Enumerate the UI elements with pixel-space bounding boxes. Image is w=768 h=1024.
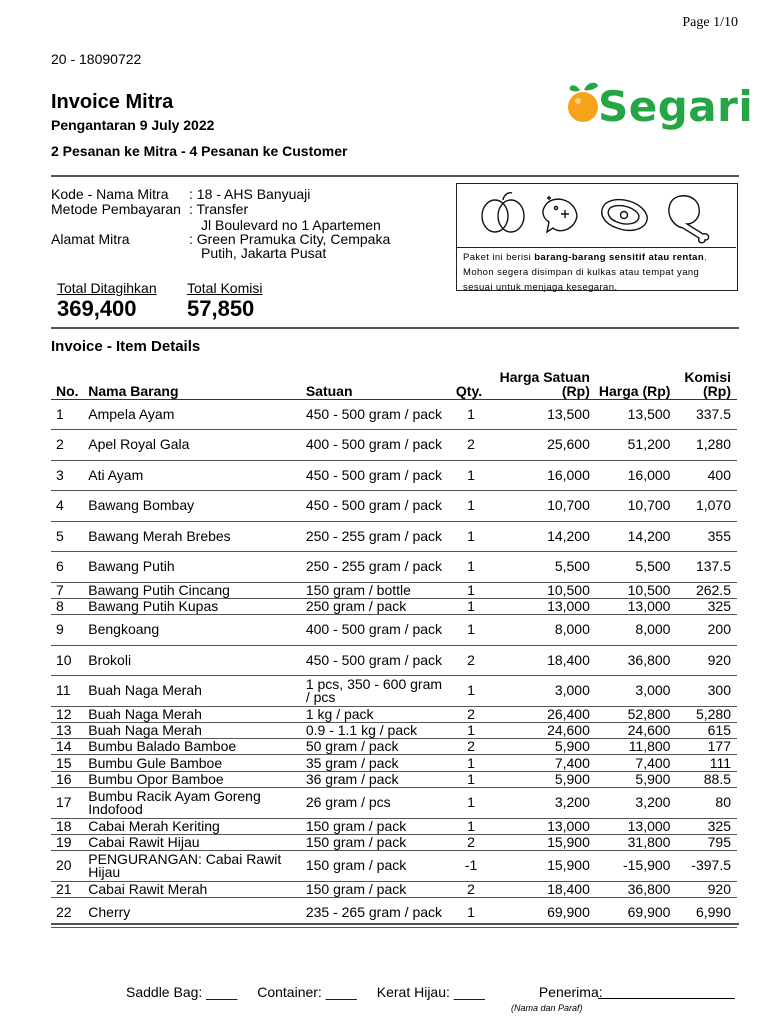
item-qty: 1 <box>447 521 491 552</box>
info-key: Alamat Mitra <box>51 231 130 247</box>
item-price: 10,500 <box>590 582 671 598</box>
item-name: PENGURANGAN: Cabai Rawit Hijau <box>88 851 306 882</box>
item-commission: 6,990 <box>670 897 737 928</box>
table-row <box>51 521 737 552</box>
table-row <box>51 771 737 787</box>
item-unit: 450 - 500 gram / pack <box>306 399 447 430</box>
sensitive-goods-notice <box>456 183 738 291</box>
row-no: 11 <box>51 676 88 707</box>
item-name: Apel Royal Gala <box>88 430 306 461</box>
row-no: 18 <box>51 818 88 834</box>
item-commission: 88.5 <box>670 771 737 787</box>
saddle-bag-field: Saddle Bag: ____ <box>126 984 238 1000</box>
table-row <box>51 788 737 819</box>
row-no: 1 <box>51 399 88 430</box>
segari-logo <box>566 80 754 140</box>
item-unit: 400 - 500 gram / pack <box>306 430 447 461</box>
item-qty: 2 <box>447 430 491 461</box>
row-no: 9 <box>51 615 88 646</box>
table-row <box>51 399 737 430</box>
total-commission-label: Total Komisi <box>187 280 263 296</box>
item-unit: 150 gram / pack <box>306 851 447 882</box>
item-price: 69,900 <box>590 897 671 928</box>
item-unit: 450 - 500 gram / pack <box>306 460 447 491</box>
item-unit: 36 gram / pack <box>306 771 447 787</box>
logo-text: Segari <box>598 82 754 131</box>
item-commission: 400 <box>670 460 737 491</box>
item-unit: 150 gram / pack <box>306 834 447 850</box>
item-price: 31,800 <box>590 834 671 850</box>
item-commission: 337.5 <box>670 399 737 430</box>
item-commission: 200 <box>670 615 737 646</box>
page-number: Page 1/10 <box>682 15 738 30</box>
item-price: 3,000 <box>590 676 671 707</box>
col-unit: Satuan <box>306 369 447 399</box>
signature-line <box>598 998 735 999</box>
item-price: 13,000 <box>590 818 671 834</box>
row-no: 21 <box>51 881 88 897</box>
item-name: Cabai Rawit Merah <box>88 881 306 897</box>
address-line-3 <box>51 245 327 261</box>
item-name: Bawang Putih Cincang <box>88 582 306 598</box>
row-no: 2 <box>51 430 88 461</box>
item-commission: 920 <box>670 645 737 676</box>
item-unit-price: 18,400 <box>491 881 590 897</box>
table-row <box>51 834 737 850</box>
item-price: 8,000 <box>590 615 671 646</box>
item-price: 36,800 <box>590 645 671 676</box>
fruit-icon <box>482 193 524 232</box>
item-unit-price: 8,000 <box>491 615 590 646</box>
divider <box>51 175 739 177</box>
item-unit: 450 - 500 gram / pack <box>306 491 447 522</box>
item-qty: 1 <box>447 788 491 819</box>
item-name: Bumbu Racik Ayam Goreng Indofood <box>88 788 306 819</box>
table-header-row <box>51 369 737 399</box>
item-commission: 615 <box>670 722 737 738</box>
item-name: Cherry <box>88 897 306 928</box>
divider <box>51 923 739 925</box>
item-unit: 150 gram / pack <box>306 881 447 897</box>
item-commission: 920 <box>670 881 737 897</box>
total-billed-value: 369,400 <box>57 296 137 321</box>
document-id: 20 - 18090722 <box>51 51 142 67</box>
item-commission: 355 <box>670 521 737 552</box>
item-qty: 1 <box>447 755 491 771</box>
item-unit: 250 gram / pack <box>306 598 447 614</box>
item-qty: 1 <box>447 676 491 707</box>
meat-icon <box>602 200 647 231</box>
signature-caption: (Nama dan Paraf) <box>511 1003 583 1013</box>
item-unit: 250 - 255 gram / pack <box>306 552 447 583</box>
order-summary: 2 Pesanan ke Mitra - 4 Pesanan ke Customer <box>51 143 348 159</box>
col-price: Harga (Rp) <box>590 369 671 399</box>
item-commission: -397.5 <box>670 851 737 882</box>
row-no: 7 <box>51 582 88 598</box>
item-price: 5,500 <box>590 552 671 583</box>
item-commission: 111 <box>670 755 737 771</box>
item-unit-price: 18,400 <box>491 645 590 676</box>
item-price: 7,400 <box>590 755 671 771</box>
item-name: Ampela Ayam <box>88 399 306 430</box>
item-unit-price: 3,200 <box>491 788 590 819</box>
total-commission-value: 57,850 <box>187 296 255 321</box>
item-unit-price: 13,500 <box>491 399 590 430</box>
item-qty: 1 <box>447 491 491 522</box>
notice-icons <box>457 184 736 248</box>
row-no: 5 <box>51 521 88 552</box>
table-row <box>51 722 737 738</box>
table-row <box>51 739 737 755</box>
table-row <box>51 430 737 461</box>
row-no: 17 <box>51 788 88 819</box>
item-unit-price: 5,900 <box>491 739 590 755</box>
item-unit-price: 7,400 <box>491 755 590 771</box>
item-name: Buah Naga Merah <box>88 676 306 707</box>
item-qty: 2 <box>447 739 491 755</box>
item-qty: 1 <box>447 615 491 646</box>
item-name: Bawang Bombay <box>88 491 306 522</box>
row-no: 14 <box>51 739 88 755</box>
item-unit: 50 gram / pack <box>306 739 447 755</box>
item-name: Bumbu Balado Bamboe <box>88 739 306 755</box>
table-row <box>51 818 737 834</box>
kerat-hijau-field: Kerat Hijau: ____ <box>376 984 485 1000</box>
table-row <box>51 615 737 646</box>
row-no: 16 <box>51 771 88 787</box>
item-name: Ati Ayam <box>88 460 306 491</box>
item-qty: -1 <box>447 851 491 882</box>
row-no: 3 <box>51 460 88 491</box>
item-price: 24,600 <box>590 722 671 738</box>
item-price: 14,200 <box>590 521 671 552</box>
table-row <box>51 706 737 722</box>
item-unit: 250 - 255 gram / pack <box>306 521 447 552</box>
table-row <box>51 851 737 882</box>
item-unit-price: 13,000 <box>491 598 590 614</box>
item-commission: 5,280 <box>670 706 737 722</box>
info-value: : Transfer <box>189 201 249 217</box>
item-commission: 262.5 <box>670 582 737 598</box>
item-name: Buah Naga Merah <box>88 706 306 722</box>
table-row <box>51 552 737 583</box>
receiver-label: Penerima: <box>538 984 603 1000</box>
item-unit-price: 15,900 <box>491 834 590 850</box>
item-commission: 325 <box>670 818 737 834</box>
item-price: 5,900 <box>590 771 671 787</box>
item-unit-price: 14,200 <box>491 521 590 552</box>
col-no: No. <box>51 369 88 399</box>
item-unit-price: 69,900 <box>491 897 590 928</box>
col-qty: Qty. <box>447 369 491 399</box>
item-qty: 2 <box>447 706 491 722</box>
item-unit: 0.9 - 1.1 kg / pack <box>306 722 447 738</box>
item-unit-price: 3,000 <box>491 676 590 707</box>
total-billed-label: Total Ditagihkan <box>57 280 157 296</box>
item-qty: 1 <box>447 818 491 834</box>
notice-text-part: Paket ini berisi <box>463 252 535 263</box>
item-price: 52,800 <box>590 706 671 722</box>
address-row <box>51 231 391 247</box>
notice-text-bold: barang-barang sensitif atau rentan <box>534 252 705 263</box>
item-commission: 177 <box>670 739 737 755</box>
row-no: 6 <box>51 552 88 583</box>
row-no: 22 <box>51 897 88 928</box>
item-name: Bawang Putih <box>88 552 306 583</box>
item-name: Bumbu Gule Bamboe <box>88 755 306 771</box>
item-unit: 1 kg / pack <box>306 706 447 722</box>
item-qty: 2 <box>447 645 491 676</box>
item-commission: 1,070 <box>670 491 737 522</box>
divider <box>51 327 739 329</box>
row-no: 8 <box>51 598 88 614</box>
items-section-title: Invoice - Item Details <box>51 338 201 355</box>
table-row <box>51 645 737 676</box>
item-qty: 1 <box>447 552 491 583</box>
info-value: : 18 - AHS Banyuaji <box>189 186 311 202</box>
item-price: 10,700 <box>590 491 671 522</box>
fish-icon <box>543 196 577 232</box>
row-no: 12 <box>51 706 88 722</box>
notice-text <box>463 250 731 295</box>
table-row <box>51 881 737 897</box>
item-name: Cabai Rawit Hijau <box>88 834 306 850</box>
row-no: 4 <box>51 491 88 522</box>
info-key: Kode - Nama Mitra <box>51 186 169 202</box>
item-qty: 1 <box>447 598 491 614</box>
item-name: Bawang Merah Brebes <box>88 521 306 552</box>
table-row <box>51 491 737 522</box>
item-price: 13,000 <box>590 598 671 614</box>
row-no: 20 <box>51 851 88 882</box>
item-unit: 1 pcs, 350 - 600 gram / pcs <box>306 676 447 707</box>
info-value: : Green Pramuka City, Cempaka <box>189 231 391 247</box>
item-commission: 1,280 <box>670 430 737 461</box>
item-commission: 325 <box>670 598 737 614</box>
item-name: Brokoli <box>88 645 306 676</box>
item-unit-price: 13,000 <box>491 818 590 834</box>
item-price: 36,800 <box>590 881 671 897</box>
row-no: 10 <box>51 645 88 676</box>
item-unit-price: 16,000 <box>491 460 590 491</box>
item-price: 11,800 <box>590 739 671 755</box>
item-commission: 300 <box>670 676 737 707</box>
item-price: 13,500 <box>590 399 671 430</box>
item-unit-price: 15,900 <box>491 851 590 882</box>
item-unit-price: 26,400 <box>491 706 590 722</box>
item-unit: 400 - 500 gram / pack <box>306 615 447 646</box>
item-qty: 1 <box>447 582 491 598</box>
item-qty: 1 <box>447 460 491 491</box>
item-name: Bawang Putih Kupas <box>88 598 306 614</box>
payment-method-row <box>51 201 249 217</box>
table-row <box>51 755 737 771</box>
table-row <box>51 676 737 707</box>
item-unit-price: 10,700 <box>491 491 590 522</box>
row-no: 15 <box>51 755 88 771</box>
item-unit: 26 gram / pcs <box>306 788 447 819</box>
item-unit-price: 10,500 <box>491 582 590 598</box>
item-unit: 235 - 265 gram / pack <box>306 897 447 928</box>
table-row <box>51 598 737 614</box>
item-unit-price: 24,600 <box>491 722 590 738</box>
item-qty: 1 <box>447 399 491 430</box>
item-name: Cabai Merah Keriting <box>88 818 306 834</box>
item-unit-price: 5,900 <box>491 771 590 787</box>
col-commission: Komisi (Rp) <box>670 369 737 399</box>
item-price: 51,200 <box>590 430 671 461</box>
chicken-leg-icon <box>669 196 709 243</box>
item-price: 3,200 <box>590 788 671 819</box>
mitra-code-row <box>51 186 311 202</box>
notice-text-part: . Mohon segera disimpan di kulkas atau tempat yang sesuai untuk menjaga kesegaran. <box>463 252 708 293</box>
item-unit-price: 25,600 <box>491 430 590 461</box>
container-field: Container: ____ <box>257 984 357 1000</box>
table-row <box>51 460 737 491</box>
item-unit: 150 gram / pack <box>306 818 447 834</box>
item-qty: 1 <box>447 771 491 787</box>
row-no: 13 <box>51 722 88 738</box>
row-no: 19 <box>51 834 88 850</box>
item-price: -15,900 <box>590 851 671 882</box>
page-title: Invoice Mitra <box>51 91 174 113</box>
item-name: Buah Naga Merah <box>88 722 306 738</box>
item-price: 16,000 <box>590 460 671 491</box>
item-qty: 2 <box>447 834 491 850</box>
item-unit: 35 gram / pack <box>306 755 447 771</box>
item-commission: 137.5 <box>670 552 737 583</box>
table-row <box>51 582 737 598</box>
info-value: Jl Boulevard no 1 Apartemen <box>201 217 381 233</box>
footer-checklist <box>126 984 619 1000</box>
item-qty: 2 <box>447 881 491 897</box>
item-details-table <box>51 369 737 928</box>
item-unit-price: 5,500 <box>491 552 590 583</box>
item-commission: 80 <box>670 788 737 819</box>
item-name: Bengkoang <box>88 615 306 646</box>
item-unit: 450 - 500 gram / pack <box>306 645 447 676</box>
info-key: Metode Pembayaran <box>51 201 181 217</box>
item-qty: 1 <box>447 722 491 738</box>
item-unit: 150 gram / bottle <box>306 582 447 598</box>
item-qty: 1 <box>447 897 491 928</box>
item-name: Bumbu Opor Bamboe <box>88 771 306 787</box>
col-unit-price: Harga Satuan (Rp) <box>491 369 590 399</box>
col-name: Nama Barang <box>88 369 306 399</box>
info-value: Putih, Jakarta Pusat <box>201 245 327 261</box>
delivery-date: Pengantaran 9 July 2022 <box>51 117 215 133</box>
item-commission: 795 <box>670 834 737 850</box>
